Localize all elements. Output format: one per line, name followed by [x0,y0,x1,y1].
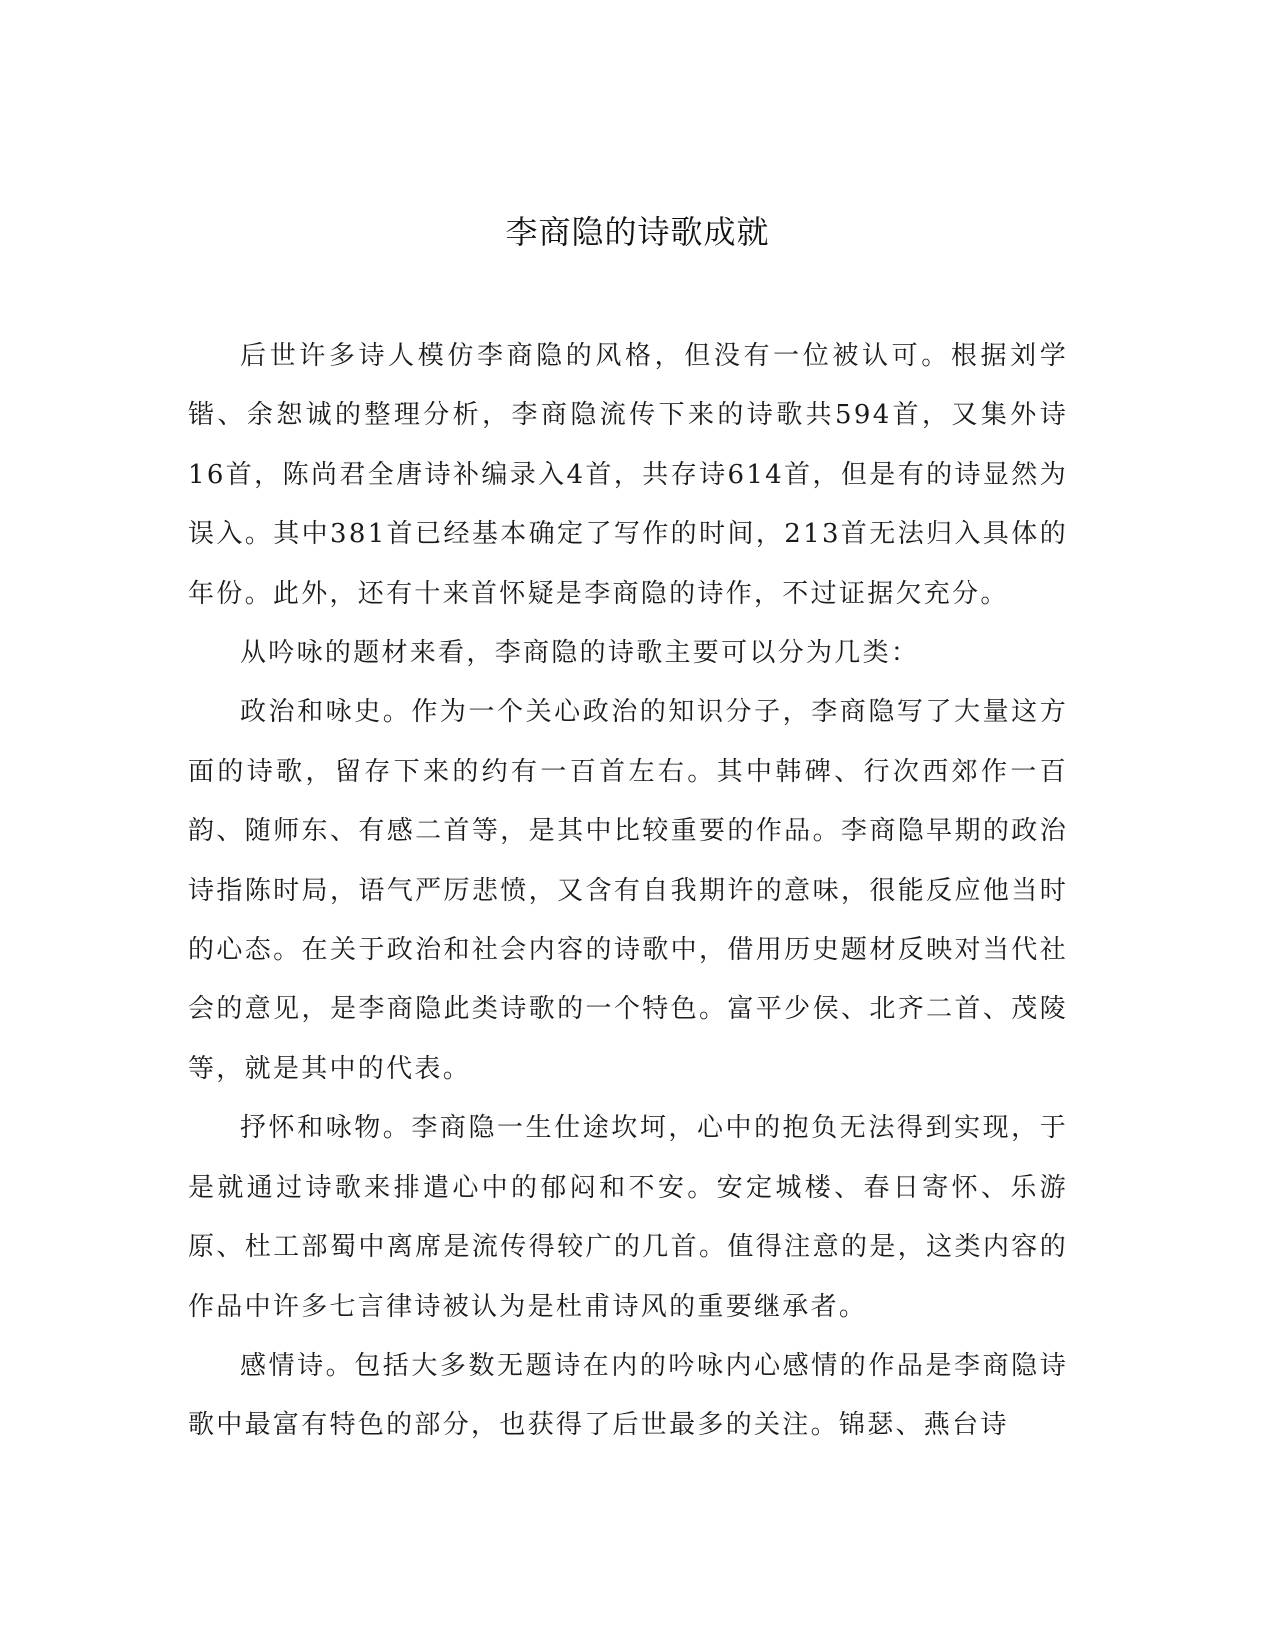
paragraph: 后世许多诗人模仿李商隐的风格，但没有一位被认可。根据刘学锴、余恕诚的整理分析，李商隐流传下来的诗歌共594首，又集外诗16首，陈尚君全唐诗补编录入4首，共存诗614首，但是有的诗显然为误入。其中381首已经基本确定了写作的时间，213首无法归入具体的年份。此外，还有十来首怀疑是李商隐的诗作，不过证据欠充分。 [188,341,1068,609]
paragraph: 感情诗。包括大多数无题诗在内的吟咏内心感情的作品是李商隐诗歌中最富有特色的部分，也获得了后世最多的关注。锦瑟、燕台诗 [188,1350,1068,1441]
paragraph: 政治和咏史。作为一个关心政治的知识分子，李商隐写了大量这方面的诗歌，留存下来的约有一百首左右。其中韩碑、行次西郊作一百韵、随师东、有感二首等，是其中比较重要的作品。李商隐早期的政治诗指陈时局，语气严厉悲愤，又含有自我期许的意味，很能反应他当时的心态。在关于政治和社会内容的诗歌中，借用历史题材反映对当代社会的意见，是李商隐此类诗歌的一个特色。富平少侯、北齐二首、茂陵等，就是其中的代表。 [188,697,1068,1084]
paragraph: 从吟咏的题材来看，李商隐的诗歌主要可以分为几类： [240,638,920,669]
paragraph: 抒怀和咏物。李商隐一生仕途坎坷，心中的抱负无法得到实现，于是就通过诗歌来排遣心中的郁闷和不安。安定城楼、春日寄怀、乐游原、杜工部蜀中离席是流传得较广的几首。值得注意的是，这类内容的作品中许多七言律诗被认为是杜甫诗风的重要继承者。 [188,1113,1068,1322]
document-body [188,327,1068,1456]
document-title: 李商隐的诗歌成就 [505,213,770,251]
